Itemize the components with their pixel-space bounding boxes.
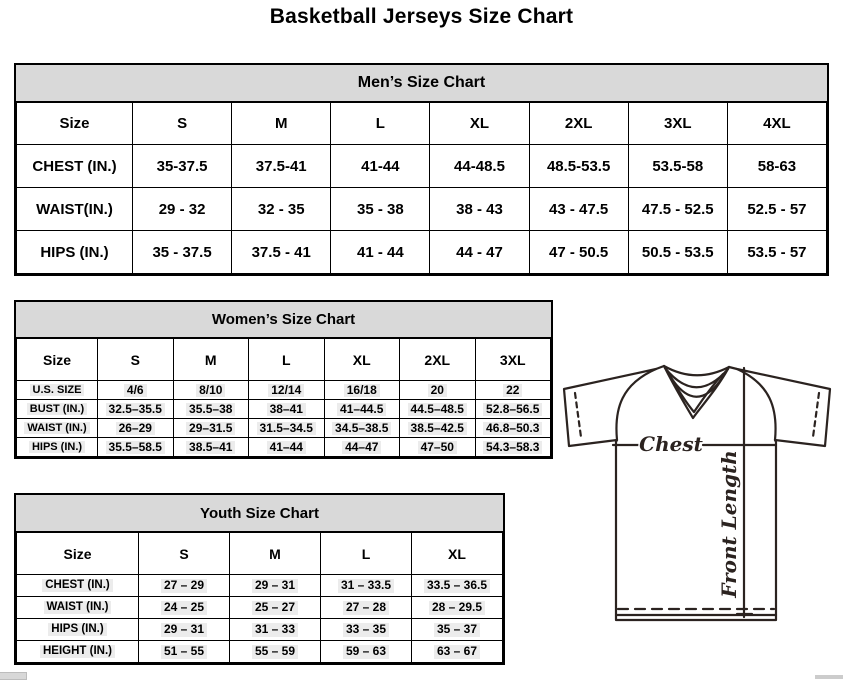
table-row — [17, 400, 551, 419]
value-cell: 46.8–50.3 — [475, 419, 551, 438]
row-label: HIPS (IN.) — [17, 619, 139, 641]
value-cell: 47.5 - 52.5 — [628, 188, 727, 231]
value-cell: 35 – 37 — [412, 619, 503, 641]
value-cell: 37.5 - 41 — [232, 231, 331, 274]
table-row — [17, 575, 503, 597]
scrollbar-fragment-right[interactable] — [815, 675, 843, 679]
value-cell: 29 – 31 — [230, 575, 321, 597]
value-cell: 44-48.5 — [430, 145, 529, 188]
value-cell: 41–44.5 — [324, 400, 400, 419]
column-header-s: S — [133, 103, 232, 145]
value-cell: 32 - 35 — [232, 188, 331, 231]
header-row — [17, 339, 551, 381]
value-cell: 27 – 28 — [321, 597, 412, 619]
header-row — [17, 103, 827, 145]
value-cell: 12/14 — [249, 381, 325, 400]
column-header-3xl: 3XL — [475, 339, 551, 381]
column-header-xl: XL — [412, 533, 503, 575]
row-label: WAIST(IN.) — [17, 188, 133, 231]
column-header-m: M — [173, 339, 249, 381]
value-cell: 35 - 38 — [331, 188, 430, 231]
value-cell: 52.5 - 57 — [727, 188, 826, 231]
column-header-l: L — [321, 533, 412, 575]
mens-table-title: Men’s Size Chart — [16, 65, 827, 102]
value-cell: 47–50 — [400, 438, 476, 457]
table-row — [17, 188, 827, 231]
value-cell: 43 - 47.5 — [529, 188, 628, 231]
value-cell: 38.5–42.5 — [400, 419, 476, 438]
value-cell: 35-37.5 — [133, 145, 232, 188]
womens-table-title: Women’s Size Chart — [16, 302, 551, 338]
value-cell: 44–47 — [324, 438, 400, 457]
table-row — [17, 438, 551, 457]
value-cell: 38 - 43 — [430, 188, 529, 231]
size-header-cell: Size — [17, 103, 133, 145]
value-cell: 48.5-53.5 — [529, 145, 628, 188]
value-cell: 41 - 44 — [331, 231, 430, 274]
value-cell: 31 – 33 — [230, 619, 321, 641]
table-row — [17, 145, 827, 188]
table-row — [17, 419, 551, 438]
value-cell: 27 – 29 — [139, 575, 230, 597]
row-label: HEIGHT (IN.) — [17, 641, 139, 663]
value-cell: 35.5–38 — [173, 400, 249, 419]
size-header-cell: Size — [17, 339, 98, 381]
value-cell: 53.5-58 — [628, 145, 727, 188]
column-header-3xl: 3XL — [628, 103, 727, 145]
jersey-measurement-diagram — [556, 356, 842, 638]
value-cell: 59 – 63 — [321, 641, 412, 663]
column-header-s: S — [139, 533, 230, 575]
column-header-xl: XL — [324, 339, 400, 381]
value-cell: 34.5–38.5 — [324, 419, 400, 438]
value-cell: 8/10 — [173, 381, 249, 400]
value-cell: 41–44 — [249, 438, 325, 457]
value-cell: 63 – 67 — [412, 641, 503, 663]
value-cell: 54.3–58.3 — [475, 438, 551, 457]
value-cell: 37.5-41 — [232, 145, 331, 188]
value-cell: 52.8–56.5 — [475, 400, 551, 419]
value-cell: 33.5 – 36.5 — [412, 575, 503, 597]
value-cell: 29 - 32 — [133, 188, 232, 231]
row-label: U.S. SIZE — [17, 381, 98, 400]
womens-size-chart — [14, 300, 553, 459]
column-header-2xl: 2XL — [529, 103, 628, 145]
left-arm-seam — [616, 369, 656, 440]
value-cell: 31 – 33.5 — [321, 575, 412, 597]
value-cell: 25 – 27 — [230, 597, 321, 619]
right-arm-seam — [737, 369, 776, 440]
table-row — [17, 641, 503, 663]
value-cell: 22 — [475, 381, 551, 400]
value-cell: 29–31.5 — [173, 419, 249, 438]
value-cell: 32.5–35.5 — [98, 400, 174, 419]
column-header-l: L — [331, 103, 430, 145]
mens-table — [16, 102, 827, 274]
row-label: HIPS (IN.) — [17, 438, 98, 457]
value-cell: 35 - 37.5 — [133, 231, 232, 274]
youth-size-chart — [14, 493, 505, 665]
value-cell: 58-63 — [727, 145, 826, 188]
value-cell: 38–41 — [249, 400, 325, 419]
column-header-4xl: 4XL — [727, 103, 826, 145]
table-row — [17, 619, 503, 641]
jersey-outline — [564, 366, 830, 620]
value-cell: 44 - 47 — [430, 231, 529, 274]
row-label: CHEST (IN.) — [17, 575, 139, 597]
row-label: BUST (IN.) — [17, 400, 98, 419]
column-header-m: M — [232, 103, 331, 145]
table-row — [17, 381, 551, 400]
value-cell: 47 - 50.5 — [529, 231, 628, 274]
size-header-cell: Size — [17, 533, 139, 575]
womens-table — [16, 338, 551, 457]
row-label: WAIST (IN.) — [17, 419, 98, 438]
value-cell: 29 – 31 — [139, 619, 230, 641]
right-cuff-dashed-line — [813, 393, 819, 437]
column-header-s: S — [98, 339, 174, 381]
value-cell: 26–29 — [98, 419, 174, 438]
value-cell: 44.5–48.5 — [400, 400, 476, 419]
value-cell: 20 — [400, 381, 476, 400]
column-header-l: L — [249, 339, 325, 381]
youth-table — [16, 532, 503, 663]
table-row — [17, 597, 503, 619]
value-cell: 35.5–58.5 — [98, 438, 174, 457]
mens-size-chart — [14, 63, 829, 276]
chest-label: Chest — [639, 432, 703, 456]
value-cell: 51 – 55 — [139, 641, 230, 663]
column-header-xl: XL — [430, 103, 529, 145]
header-row — [17, 533, 503, 575]
value-cell: 53.5 - 57 — [727, 231, 826, 274]
column-header-2xl: 2XL — [400, 339, 476, 381]
value-cell: 55 – 59 — [230, 641, 321, 663]
value-cell: 28 – 29.5 — [412, 597, 503, 619]
youth-table-title: Youth Size Chart — [16, 495, 503, 532]
value-cell: 33 – 35 — [321, 619, 412, 641]
value-cell: 4/6 — [98, 381, 174, 400]
value-cell: 41-44 — [331, 145, 430, 188]
page-title: Basketball Jerseys Size Chart — [269, 5, 574, 28]
column-header-m: M — [230, 533, 321, 575]
row-label: HIPS (IN.) — [17, 231, 133, 274]
left-cuff-dashed-line — [575, 393, 581, 437]
value-cell: 24 – 25 — [139, 597, 230, 619]
front-length-label: Front Length — [717, 450, 741, 598]
table-row — [17, 231, 827, 274]
value-cell: 50.5 - 53.5 — [628, 231, 727, 274]
value-cell: 31.5–34.5 — [249, 419, 325, 438]
value-cell: 38.5–41 — [173, 438, 249, 457]
row-label: CHEST (IN.) — [17, 145, 133, 188]
row-label: WAIST (IN.) — [17, 597, 139, 619]
value-cell: 16/18 — [324, 381, 400, 400]
collar-back-arc — [664, 366, 729, 375]
